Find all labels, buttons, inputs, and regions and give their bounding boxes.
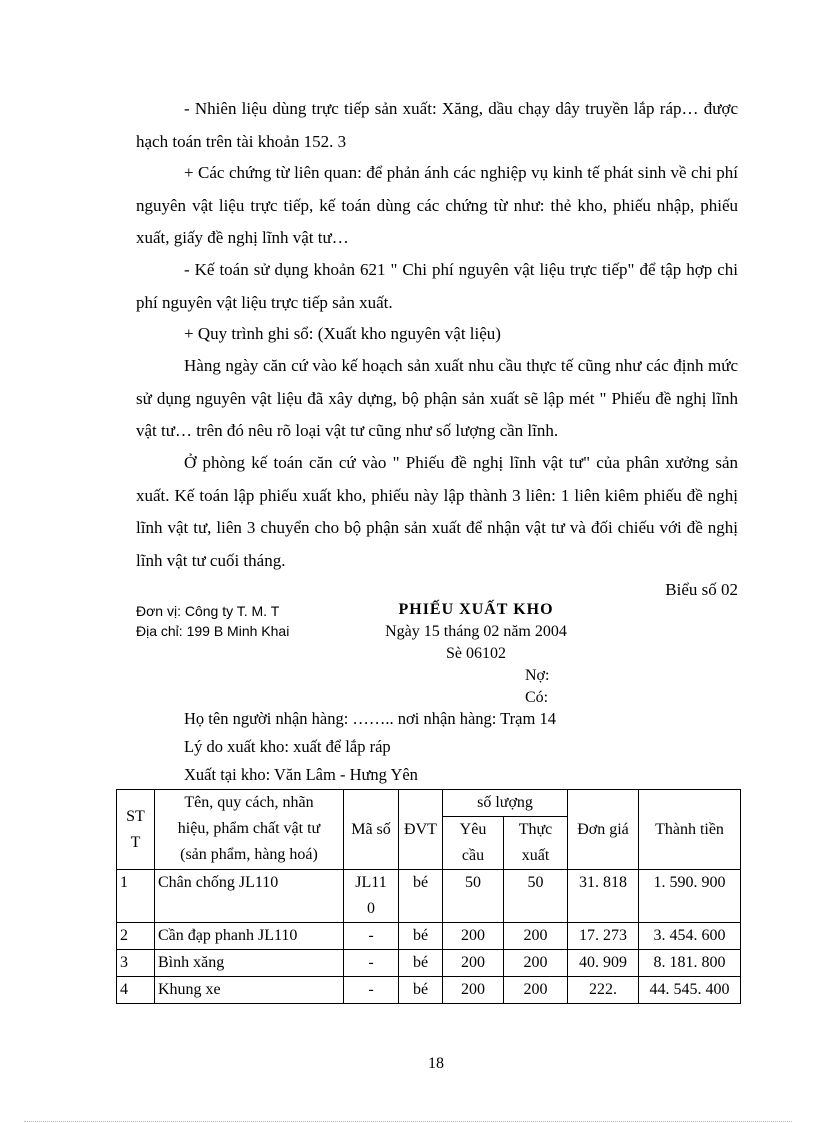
- paragraph-documents: + Các chứng từ liên quan: để phản ánh các nghiệp vụ kinh tế phát sinh về chi phí nguyên vật liệu trực tiếp, kế toán dùng các chứng từ như: thẻ kho, phiếu nhập, phiếu xuất, giấy đề nghị lĩnh vật tư…: [136, 163, 738, 247]
- header-unit: ĐVT: [399, 790, 443, 870]
- table-header-row: [117, 790, 741, 817]
- page-number: 18: [428, 1055, 444, 1072]
- voucher-number: Sè 06102: [446, 645, 506, 662]
- company-address: Địa chỉ: 199 B Minh Khai: [136, 623, 290, 639]
- paragraph-accounting-room: Ở phòng kế toán căn cứ vào " Phiếu đề nghị lĩnh vật tư" của phân xưởng sản xuất. Kế toán lập phiếu xuất kho, phiếu này lập thành 3 liên: 1 liên kiêm phiếu đề nghị lĩnh vật tư, liên 3 chuyển cho bộ phận sản xuất để nhận vật tư và đối chiếu với đề nghị lĩnh vật tư cuối tháng.: [136, 453, 738, 570]
- reason-line: Lý do xuất kho: xuất để lắp ráp: [184, 737, 391, 756]
- warehouse-line: Xuất tại kho: Văn Lâm - Hưng Yên: [184, 765, 418, 784]
- company-unit: Đơn vị: Công ty T. M. T: [136, 603, 280, 619]
- voucher-title: PHIẾU XUẤT KHO: [398, 601, 554, 618]
- credit-label: Có:: [525, 689, 549, 706]
- paragraph-daily: Hàng ngày căn cứ vào kế hoạch sản xuất nhu cầu thực tế cũng như các định mức sử dụng nguyên vật liệu đã xây dựng, bộ phận sản xuất sẽ lập mét " Phiếu đề nghị lĩnh vật tư… trên đó nêu rõ loại vật tư cũng như số lượng cần lĩnh.: [136, 356, 738, 440]
- company-info: [136, 601, 289, 641]
- header-unit-price: Đơn giá: [568, 790, 639, 870]
- header-actual: Thực xuất: [504, 817, 568, 870]
- voucher-date: Ngày 15 tháng 02 năm 2004: [385, 623, 567, 640]
- receiver-line: Họ tên người nhận hàng: …….. nơi nhận hàng: Trạm 14: [184, 709, 556, 728]
- header-requested: Yêu cầu: [443, 817, 504, 870]
- paragraph-fuel: - Nhiên liệu dùng trực tiếp sản xuất: Xăng, dầu chạy dây truyền lắp ráp… được hạch toán trên tài khoản 152. 3: [136, 99, 738, 151]
- table-row: 4 Khung xe - bé 200 200 222. 44. 545. 400: [117, 977, 741, 1004]
- header-item-name: Tên, quy cách, nhãn hiệu, phẩm chất vật tư (sản phẩm, hàng hoá): [155, 790, 344, 870]
- form-number-label: Biểu số 02: [665, 580, 738, 599]
- page-bottom-divider: [24, 1121, 792, 1122]
- table-row: 1 Chân chống JL110 JL11 0 bé 50 50 31. 818 1. 590. 900: [117, 870, 741, 923]
- paragraph-account-621: - Kế toán sử dụng khoản 621 " Chi phí nguyên vật liệu trực tiếp" để tập hợp chi phí nguyên vật liệu trực tiếp sản xuất.: [136, 260, 738, 312]
- table-row: 2 Cần đạp phanh JL110 - bé 200 200 17. 273 3. 454. 600: [117, 923, 741, 950]
- debit-label: Nợ:: [525, 667, 550, 684]
- header-amount: Thành tiền: [639, 790, 741, 870]
- header-stt: ST T: [117, 790, 155, 870]
- table-row: 3 Bình xăng - bé 200 200 40. 909 8. 181. 800: [117, 950, 741, 977]
- header-quantity: số lượng: [443, 790, 568, 817]
- issue-table: [116, 789, 741, 1004]
- header-code: Mã số: [344, 790, 399, 870]
- paragraph-procedure: + Quy trình ghi sổ: (Xuất kho nguyên vật liệu): [184, 324, 501, 343]
